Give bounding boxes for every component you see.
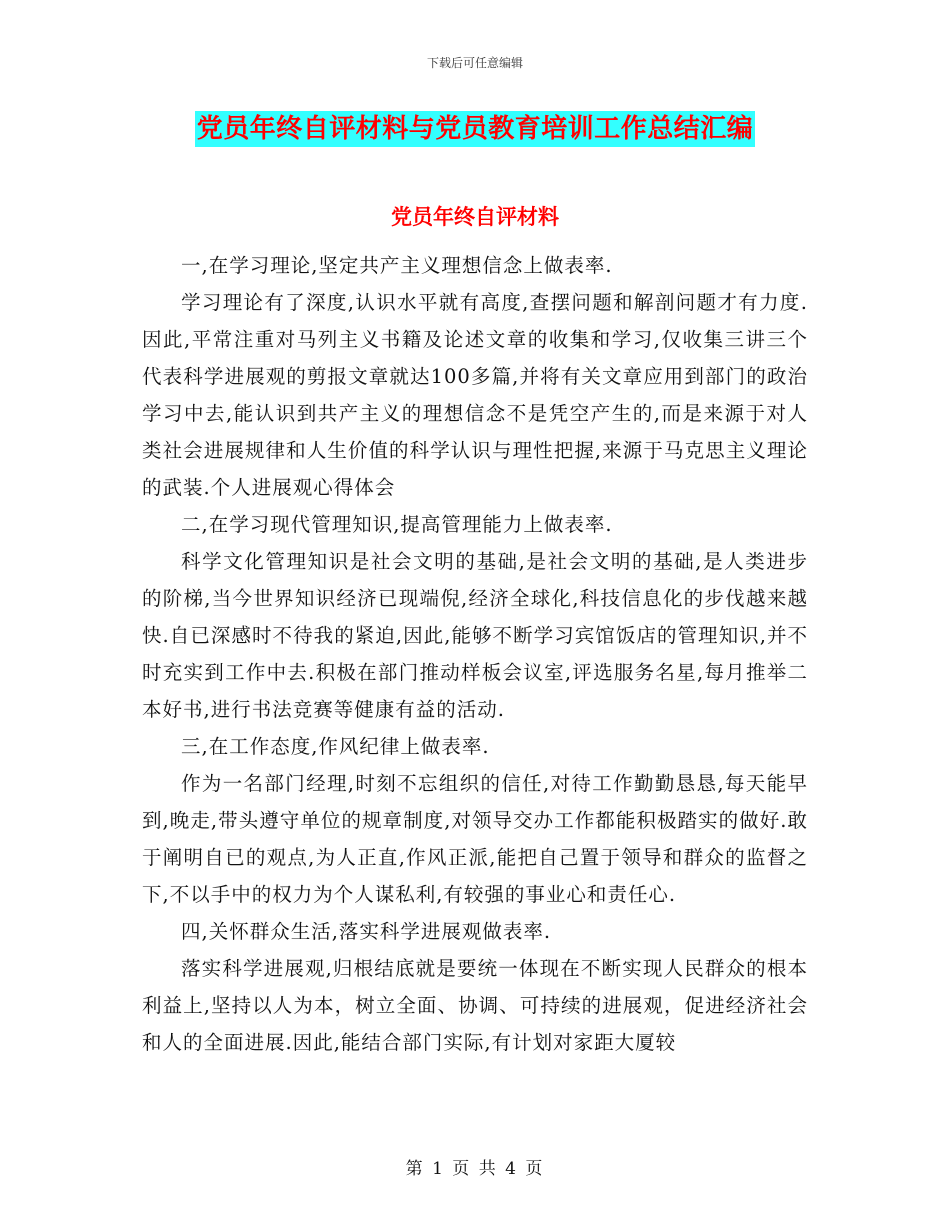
heading-paragraph-4: 四,关怀群众生活,落实科学进展观做表率. — [181, 920, 552, 943]
body-paragraph-1: 学习理论有了深度,认识水平就有高度,查摆问题和解剖问题才有力度.因此,平常注重对马列主义书籍及论述文章的收集和学习,仅收集三讲三个代表科学进展观的剪报文章就达100多篇,并将有关文章应用到部门的政治学习中去,能认识到共产主义的理想信念不是凭空产生的,而是来源于对人类社会进展规律和人生价值的科学认识与理性把握,来源于马克思主义理论的武装.个人进展观心得体会 — [142, 291, 808, 499]
page-footer: 第 1 页 共 4 页 — [405, 1159, 545, 1179]
body-content — [142, 247, 808, 1061]
heading-paragraph-2: 二,在学习现代管理知识,提高管理能力上做表率. — [181, 513, 613, 536]
section-title: 党员年终自评材料 — [391, 205, 559, 229]
body-paragraph-4: 落实科学进展观,归根结底就是要统一体现在不断实现人民群众的根本利益上,坚持以人为本，树立全面、协调、可持续的进展观，促进经济社会和人的全面进展.因此,能结合部门实际,有计划对家距大厦较 — [142, 957, 808, 1054]
main-title-wrap — [0, 111, 950, 147]
header-note: 下载后可任意编辑 — [426, 56, 523, 70]
main-title: 党员年终自评材料与党员教育培训工作总结汇编 — [195, 111, 756, 147]
heading-paragraph-1: 一,在学习理论,坚定共产主义理想信念上做表率. — [181, 254, 613, 277]
body-paragraph-3: 作为一名部门经理,时刻不忘组织的信任,对待工作勤勤恳恳,每天能早到,晚走,带头遵守单位的规章制度,对领导交办工作都能积极踏实的做好.敢于阐明自已的观点,为人正直,作风正派,能把自己置于领导和群众的监督之下,不以手中的权力为个人谋私利,有较强的事业心和责任心. — [142, 772, 808, 906]
body-paragraph-2: 科学文化管理知识是社会文明的基础,是社会文明的基础,是人类进步的阶梯,当今世界知识经济已现端倪,经济全球化,科技信息化的步伐越来越快.自已深感时不待我的紧迫,因此,能够不断学习宾馆饭店的管理知识,并不时充实到工作中去.积极在部门推动样板会议室,评选服务名星,每月推举二本好书,进行书法竞赛等健康有益的活动. — [142, 550, 808, 721]
heading-paragraph-3: 三,在工作态度,作风纪律上做表率. — [181, 735, 490, 758]
